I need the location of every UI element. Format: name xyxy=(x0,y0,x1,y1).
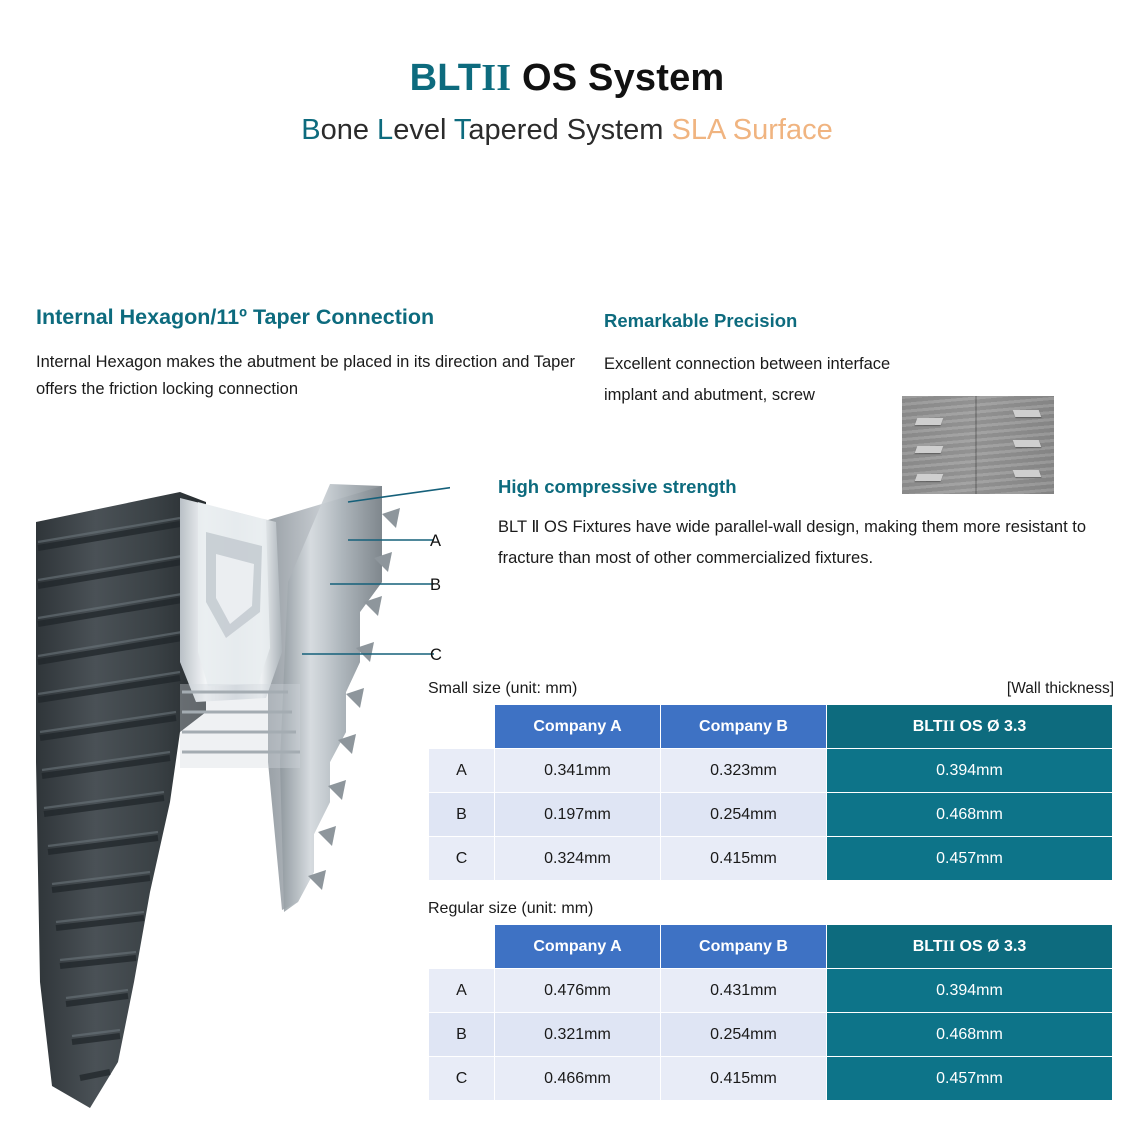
small-row-b-label: B xyxy=(429,793,495,837)
regular-row-c-blt: 0.457mm xyxy=(827,1057,1113,1101)
small-size-table-block xyxy=(428,680,1114,881)
regular-row-a-blt: 0.394mm xyxy=(827,969,1113,1013)
subtitle-b: B xyxy=(301,114,321,146)
subtitle-sla-surface: SLA Surface xyxy=(671,114,833,146)
table-header-row xyxy=(429,925,1113,969)
section-high-compressive-strength xyxy=(498,476,1118,573)
small-row-a-company-a: 0.341mm xyxy=(495,749,661,793)
regular-header-company-b: Company B xyxy=(661,925,827,969)
small-header-company-a: Company A xyxy=(495,705,661,749)
strength-body: BLT Ⅱ OS Fixtures have wide parallel-wall design, making them more resistant to fracture than most of other commercialized fixtures. xyxy=(498,518,1087,567)
small-header-company-b: Company B xyxy=(661,705,827,749)
small-header-blt-suffix: OS Ø 3.3 xyxy=(955,717,1027,735)
small-row-c-company-a: 0.324mm xyxy=(495,837,661,881)
small-row-a-company-b: 0.323mm xyxy=(661,749,827,793)
small-header-blt-prefix: BLT xyxy=(912,717,943,735)
micrograph-thread-right-2 xyxy=(1013,440,1042,447)
callout-label-c: C xyxy=(430,646,442,664)
small-row-c-blt: 0.457mm xyxy=(827,837,1113,881)
callout-label-b: B xyxy=(430,576,442,594)
regular-header-blt-suffix: OS Ø 3.3 xyxy=(955,937,1027,955)
regular-size-table xyxy=(428,924,1113,1101)
table-row xyxy=(429,749,1113,793)
strength-heading: High compressive strength xyxy=(498,476,737,497)
regular-row-c-label: C xyxy=(429,1057,495,1101)
small-header-blt xyxy=(827,705,1113,749)
table-header-row xyxy=(429,705,1113,749)
regular-row-a-company-a: 0.476mm xyxy=(495,969,661,1013)
page-subtitle xyxy=(0,114,1134,147)
title-roman-two: II xyxy=(481,57,512,99)
small-row-b-company-b: 0.254mm xyxy=(661,793,827,837)
regular-header-company-a: Company A xyxy=(495,925,661,969)
small-row-b-company-a: 0.197mm xyxy=(495,793,661,837)
subtitle-t: T xyxy=(453,114,469,146)
regular-header-blt-ii: II xyxy=(942,937,956,955)
regular-row-a-label: A xyxy=(429,969,495,1013)
regular-row-c-company-b: 0.415mm xyxy=(661,1057,827,1101)
page-header xyxy=(0,0,1134,147)
regular-header-blt-prefix: BLT xyxy=(912,937,943,955)
micrograph-thread-left-1 xyxy=(915,418,944,425)
subtitle-one: one xyxy=(320,114,378,146)
subtitle-l: L xyxy=(377,114,394,146)
precision-body-line1: Excellent connection between interface xyxy=(604,355,891,374)
page-title xyxy=(0,56,1134,100)
regular-row-b-label: B xyxy=(429,1013,495,1057)
internal-hexagon-heading: Internal Hexagon/11º Taper Connection xyxy=(36,305,435,329)
small-row-a-blt: 0.394mm xyxy=(827,749,1113,793)
table-row xyxy=(429,837,1113,881)
small-size-table xyxy=(428,704,1113,881)
micrograph-thread-left-2 xyxy=(915,446,944,453)
precision-body-line2: implant and abutment, screw xyxy=(604,385,815,404)
regular-row-b-blt: 0.468mm xyxy=(827,1013,1113,1057)
subtitle-three: apered System xyxy=(468,114,672,146)
regular-row-b-company-b: 0.254mm xyxy=(661,1013,827,1057)
regular-header-blt xyxy=(827,925,1113,969)
callout-label-a: A xyxy=(430,532,442,550)
regular-header-blank xyxy=(429,925,495,969)
wall-thickness-note: [Wall thickness] xyxy=(1006,680,1114,697)
small-header-blank xyxy=(429,705,495,749)
table-row xyxy=(429,1057,1113,1101)
internal-hexagon-body: Internal Hexagon makes the abutment be placed in its direction and Taper offers the friction locking connection xyxy=(36,352,576,398)
regular-size-table-block xyxy=(428,900,1114,1101)
regular-row-a-company-b: 0.431mm xyxy=(661,969,827,1013)
precision-heading: Remarkable Precision xyxy=(604,310,798,331)
section-internal-hexagon xyxy=(36,305,581,402)
small-header-blt-ii: II xyxy=(942,717,956,735)
small-size-caption: Small size (unit: mm) xyxy=(428,680,578,697)
small-row-c-company-b: 0.415mm xyxy=(661,837,827,881)
table-row xyxy=(429,793,1113,837)
micrograph-thread-right-1 xyxy=(1013,410,1042,417)
regular-row-c-company-a: 0.466mm xyxy=(495,1057,661,1101)
regular-size-caption: Regular size (unit: mm) xyxy=(428,900,594,917)
small-row-c-label: C xyxy=(429,837,495,881)
implant-cross-section-illustration xyxy=(30,462,450,1122)
small-row-b-blt: 0.468mm xyxy=(827,793,1113,837)
subtitle-two: evel xyxy=(393,114,454,146)
small-row-a-label: A xyxy=(429,749,495,793)
table-row xyxy=(429,969,1113,1013)
title-brand: BLT xyxy=(409,57,482,99)
title-product: OS System xyxy=(511,57,725,99)
table-row xyxy=(429,1013,1113,1057)
regular-row-b-company-a: 0.321mm xyxy=(495,1013,661,1057)
